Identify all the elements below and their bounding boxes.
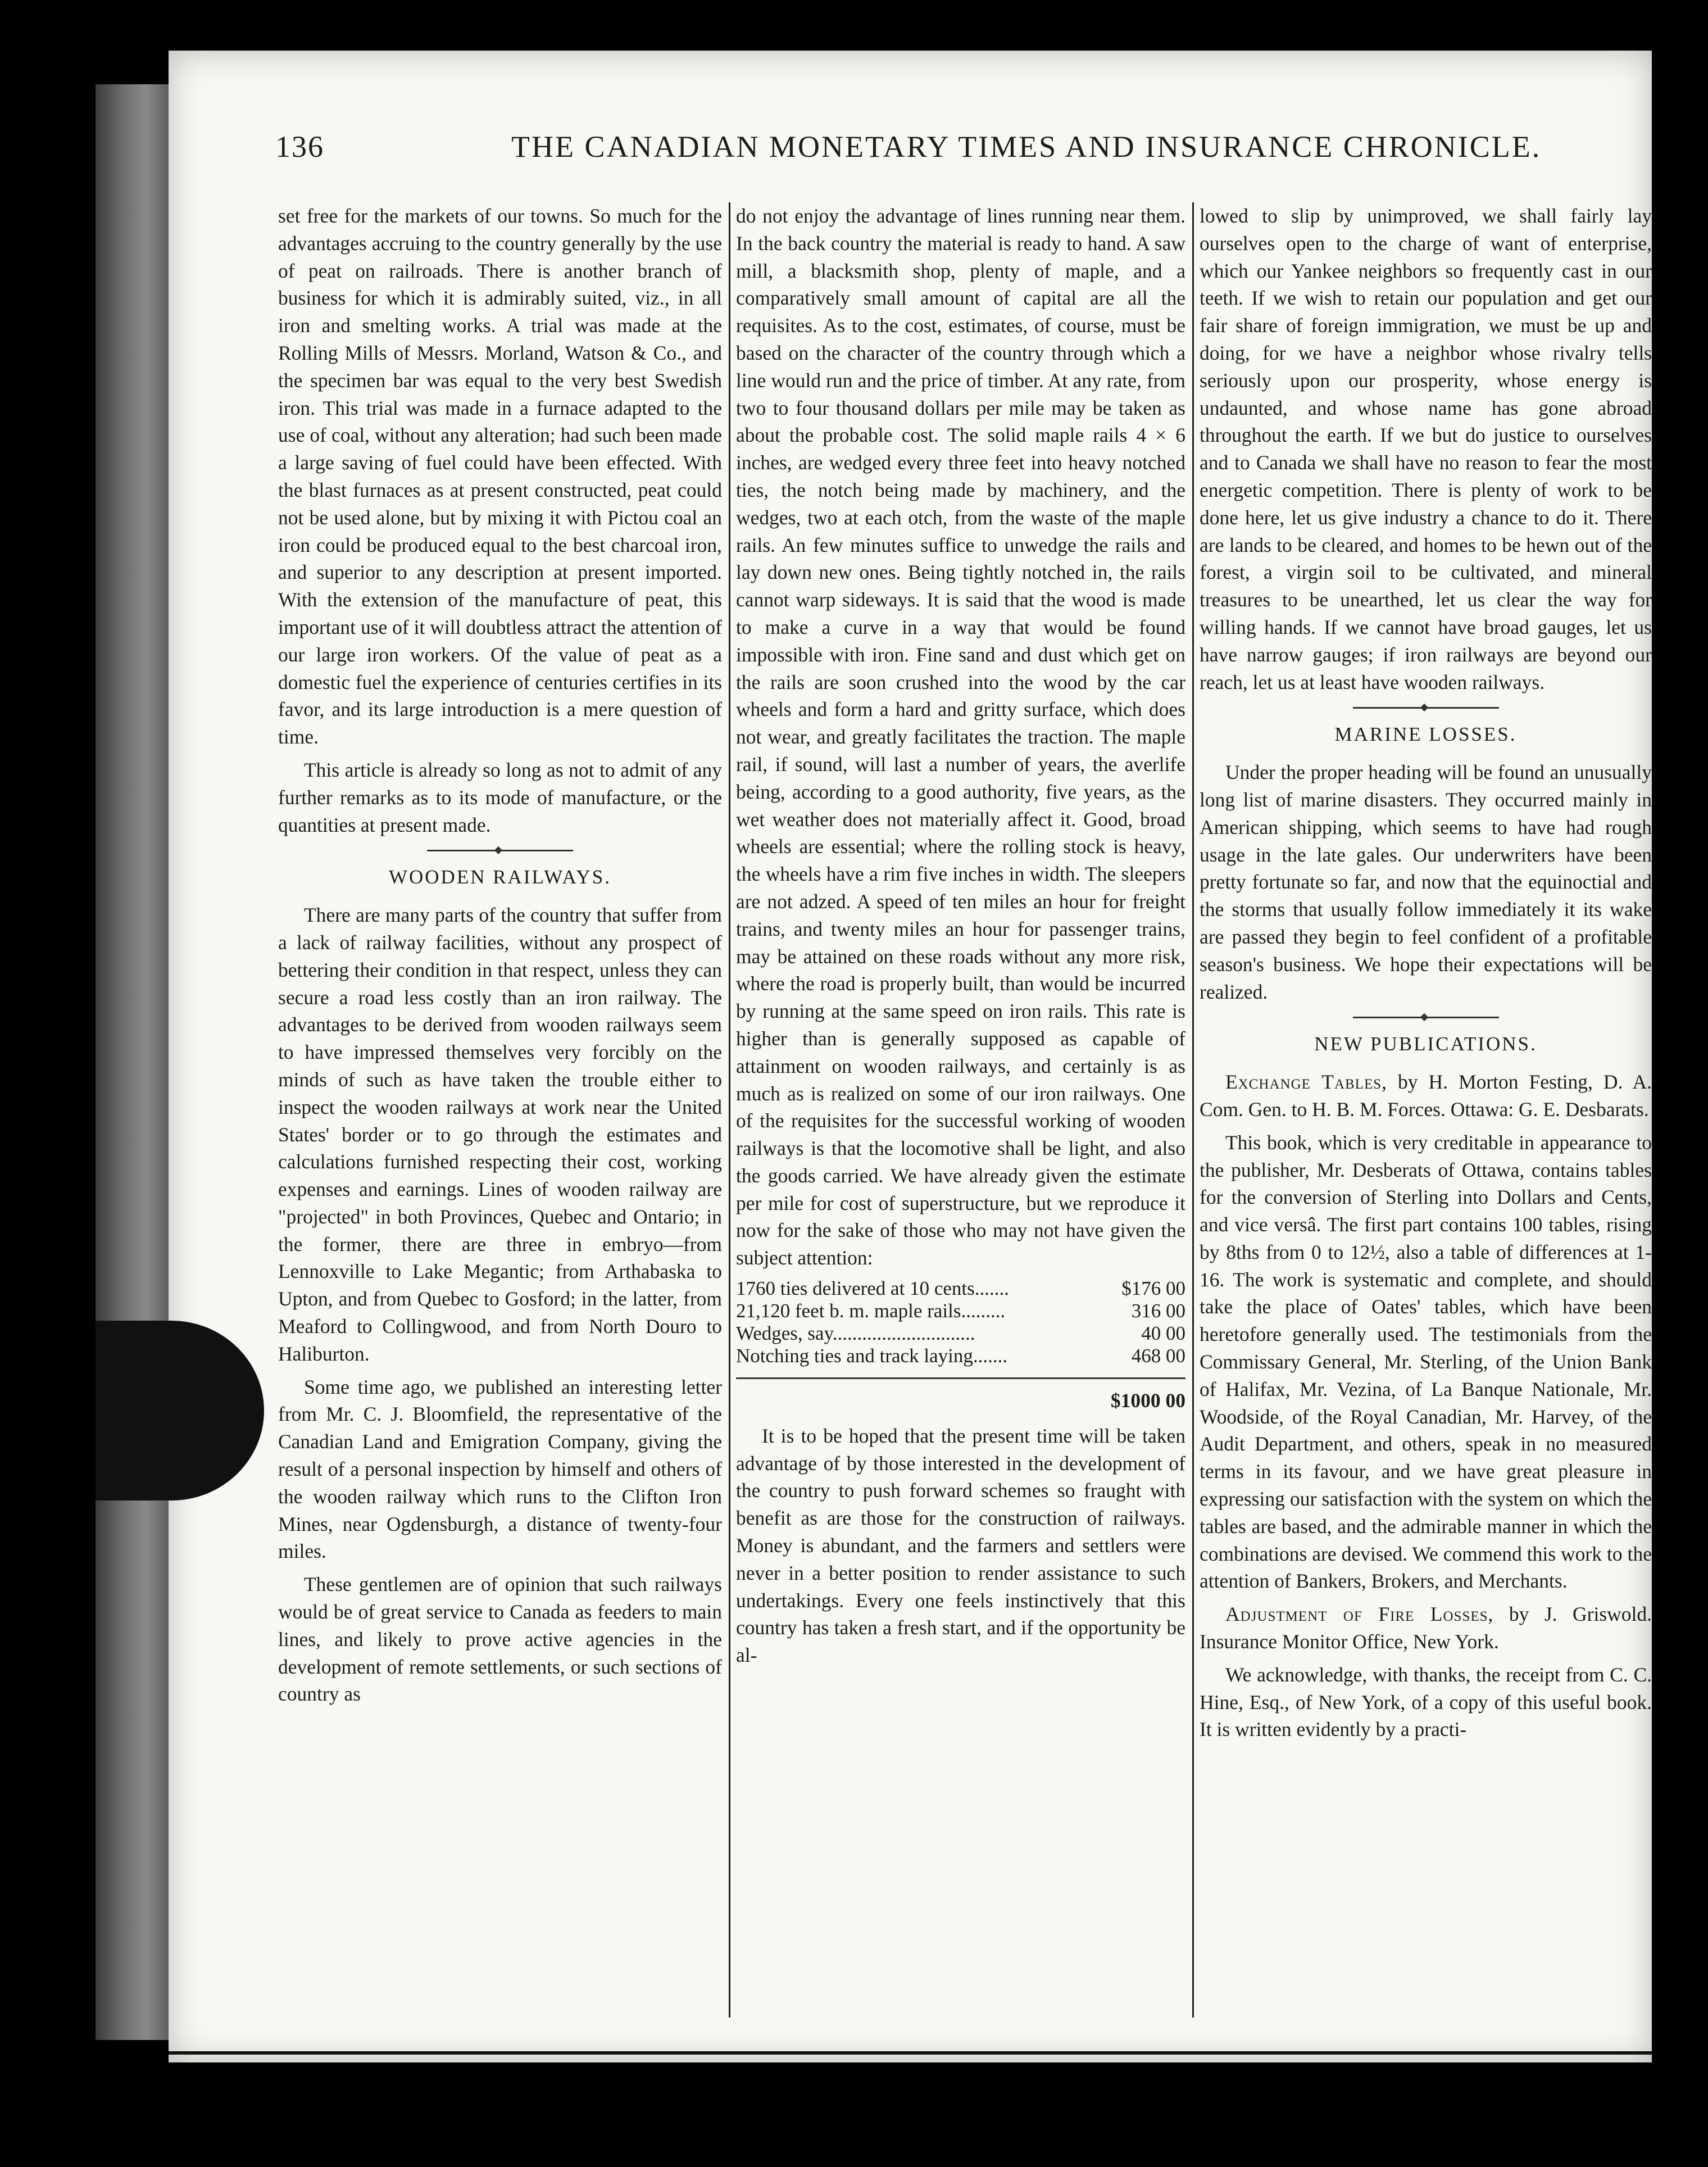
paragraph: Under the proper heading will be found an unusually long list of marine disasters. They occurred mainly in American shipping, which seems to have had rough usage in the late gales. Our underwriters have been pretty fortunate so far, and now that the equinoctial and the storms that usually follow immediately it its wake are passed they begin to feel confident of a profitable season's business. We hope their expectations will be realized.	[1200, 761, 1652, 1003]
table-row	[736, 1345, 1185, 1367]
table-cell-item: Wedges, say.............................	[736, 1322, 975, 1345]
table-cell-item: 1760 ties delivered at 10 cents.......	[736, 1277, 1009, 1300]
paragraph: Some time ago, we published an interesting letter from Mr. C. J. Bloomfield, the representative of the Canadian Land and Emigration Company, giving the result of a personal inspection by himself and others of the wooden railway which runs to the Clifton Iron Mines, near Ogdensburgh, a distance of twenty-four miles.	[278, 1375, 722, 1563]
paragraph: This book, which is very creditable in appearance to the publisher, Mr. Desberats of Ottawa, contains tables for the conversion of Sterling into Dollars and Cents, and vice versâ. The first part contains 100 tables, rising by 8ths from 0 to 12½, also a table of differences at 1-16. The work is systematic and complete, and should take the place of Oates' tables, which have been heretofore generally used. The testimonials from the Commissary General, Mr. Sterling, of the Union Bank of Halifax, Mr. Vezina, of La Banque Nationale, Mr. Woodside, of the Royal Canadian, Mr. Harvey, of the Audit Department, and others, speak in no measured terms in its favour, and we have great pleasure in expressing our satisfaction with the system on which the tables are based, and the admirable manner in which the combinations are devised. We commend this work to the attention of Bankers, Brokers, and Merchants.	[1200, 1131, 1652, 1593]
paragraph: It is to be hoped that the present time will be taken advantage of by those interested in the development of the country to push forward schemes so fraught with benefit as are those for the construction of railways. Money is abundant, and the farmers and settlers were never in a better position to render assistance to such undertakings. Every one feels instinctively that this country has taken a fresh start, and if the opportunity be al-	[736, 1424, 1185, 1667]
paragraph: lowed to slip by unimproved, we shall fairly lay ourselves open to the charge of want of enterprise, which our Yankee neighbors so frequently cast in our teeth. If we wish to retain our population and get our fair share of foreign immigration, we must be up and doing, for we have a neighbor whose rivalry tells seriously upon our prosperity, whose energy is undaunted, and whose name has gone abroad throughout the earth. If we but do justice to ourselves and to Canada we shall have no reason to fear the most energetic competition. There is plenty of work to be done here, let us give industry a chance to do it. There are lands to be cleared, and homes to be hewn out of the forest, a virgin soil to be cultivated, and mineral treasures to be unearthed, let us clear the way for willing hands. If we cannot have broad gauges, let us have narrow gauges; if iron railways are beyond our reach, let us at least have wooden railways.	[1200, 205, 1652, 693]
paragraph: set free for the markets of our towns. So much for the advantages accruing to the country generally by the use of peat on railroads. There is another branch of business for which it is admirably suited, viz., in all iron and smelting works. A trial was made at the Rolling Mills of Messrs. Morland, Watson & Co., and the specimen bar was equal to the very best Swedish iron. This trial was made in a furnace adapted to the use of coal, without any alteration; had such been made a large saving of fuel could have been effected. With the blast furnaces as at present constructed, peat could not be used alone, but by mixing it with Pictou coal an iron could be produced equal to the best charcoal iron, and superior to any description at present imported. With the extension of the manufacture of peat, this important use of it will doubtless attract the attention of our large iron workers. Of the value of peat as a domestic fuel the experience of centuries certifies in its favor, and its large introduction is a mere question of time.	[278, 205, 722, 749]
section-divider	[1353, 1017, 1499, 1018]
section-divider	[427, 850, 573, 851]
page-number: 136	[275, 130, 324, 164]
page-header	[185, 124, 1542, 174]
cost-table	[736, 1277, 1185, 1367]
table-cell-amount: 316 00	[1131, 1300, 1185, 1322]
page-bottom-edge	[169, 2051, 1652, 2055]
column-1	[278, 202, 722, 1713]
paragraph: There are many parts of the country that suffer from a lack of railway facilities, without any prospect of bettering their condition in that respect, unless they can secure a road less costly than an iron railway. The advantages to be derived from wooden railways seem to have impressed themselves very forcibly on the minds of such as have taken the trouble either to inspect the wooden railways at work near the United States' border or to go through the estimates and calculations furnished respecting their cost, working expenses and earnings. Lines of wooden railway are "projected" in both Provinces, Quebec and Ontario; in the former, there are three in embryo—from Lennoxville to Lake Megantic; from Arthabaska to Upton, and from Quebec to Gosford; in the latter, from Meaford to Collingwood, and from North Douro to Haliburton.	[278, 904, 722, 1365]
publication-details: by J. Griswold. Insurance Monitor Office, New York.	[1200, 1603, 1652, 1653]
column-rule-1	[729, 202, 730, 2018]
column-rule-2	[1192, 202, 1194, 2018]
table-cell-amount: 40 00	[1141, 1322, 1185, 1345]
publication-details: by H. Morton Festing, D. A. Com. Gen. to H. B. M. Forces. Ottawa: G. E. Desbarats.	[1200, 1071, 1652, 1121]
column-2	[736, 202, 1185, 1675]
table-row	[736, 1322, 1185, 1345]
section-heading: NEW PUBLICATIONS.	[1314, 1033, 1537, 1055]
table-cell-item: 21,120 feet b. m. maple rails.........	[736, 1300, 1006, 1322]
paragraph: These gentlemen are of opinion that such railways would be of great service to Canada as feeders to main lines, and likely to prove active agencies in the development of remote settlements, or such sections of country as	[278, 1573, 722, 1706]
table-total	[736, 1377, 1185, 1415]
running-title: THE CANADIAN MONETARY TIMES AND INSURANCE CHRONICLE.	[511, 130, 1542, 164]
paragraph: This article is already so long as not to admit of any further remarks as to its mode of manufacture, or the quantities at present made.	[278, 758, 722, 836]
column-3	[1200, 202, 1652, 1749]
publication-entry	[1200, 1601, 1652, 1656]
total-amount: $1000 00	[1110, 1389, 1185, 1412]
table-row	[736, 1300, 1185, 1322]
publication-title: Exchange Tables,	[1225, 1071, 1387, 1094]
paragraph: do not enjoy the advantage of lines running near them. In the back country the material is ready to hand. A saw mill, a blacksmith shop, plenty of maple, and a comparatively small amount of capital are all the requisites. As to the cost, estimates, of course, must be based on the character of the country through which a line would run and the price of timber. At any rate, from two to four thousand dollars per mile may be taken as about the probable cost. The solid maple rails 4 × 6 inches, are wedged every three feet into heavy notched ties, the notch being made by machinery, and the wedges, two at each otch, from the waste of the maple rails. An few minutes suffice to unwedge the rails and lay down new ones. Being tightly notched in, the rails cannot warp sideways. It is said that the wood is made to make a curve in a way that would be found impossible with iron. Fine sand and dust which get on the rails are soon crushed into the wood by the car wheels and form a hard and gritty surface, which does not wear, and greatly facilitates the traction. The maple rail, if sound, will last a number of years, the averlife being, according to a good authority, five years, as the wet weather does not materially affect it. Good, broad wheels are essential; where the rolling stock is heavy, the wheels have a rim five inches in width. The sleepers are not adzed. A speed of ten miles an hour for freight trains, and twenty miles an hour for passenger trains, may be attained on these roads without any more risk, where the road is properly built, than would be incurred by running at the same speed on iron rails. This rate is higher than is generally supposed as capable of attainment on wooden railways, and certainly is as much as is realized on some of our iron railways. One of the requisites for the successful working of wooden railways is that the locomotive shall be light, and also the goods carried. We have already given the estimate per mile for cost of superstructure, but we reproduce it now for the sake of those who may not have given the subject attention:	[736, 205, 1185, 1270]
table-cell-item: Notching ties and track laying.......	[736, 1345, 1008, 1367]
section-heading: WOODEN RAILWAYS.	[388, 866, 612, 888]
paragraph: We acknowledge, with thanks, the receipt from C. C. Hine, Esq., of New York, of a copy of this useful book. It is written evidently by a practi-	[1200, 1663, 1652, 1741]
publication-entry	[1200, 1068, 1652, 1123]
table-cell-amount: $176 00	[1121, 1277, 1185, 1300]
table-row	[736, 1277, 1185, 1300]
table-cell-amount: 468 00	[1131, 1345, 1185, 1367]
book-page-edges	[96, 84, 180, 2040]
section-divider	[1353, 707, 1499, 709]
publication-title: Adjustment of Fire Losses,	[1225, 1603, 1494, 1626]
section-heading: MARINE LOSSES.	[1334, 723, 1517, 746]
